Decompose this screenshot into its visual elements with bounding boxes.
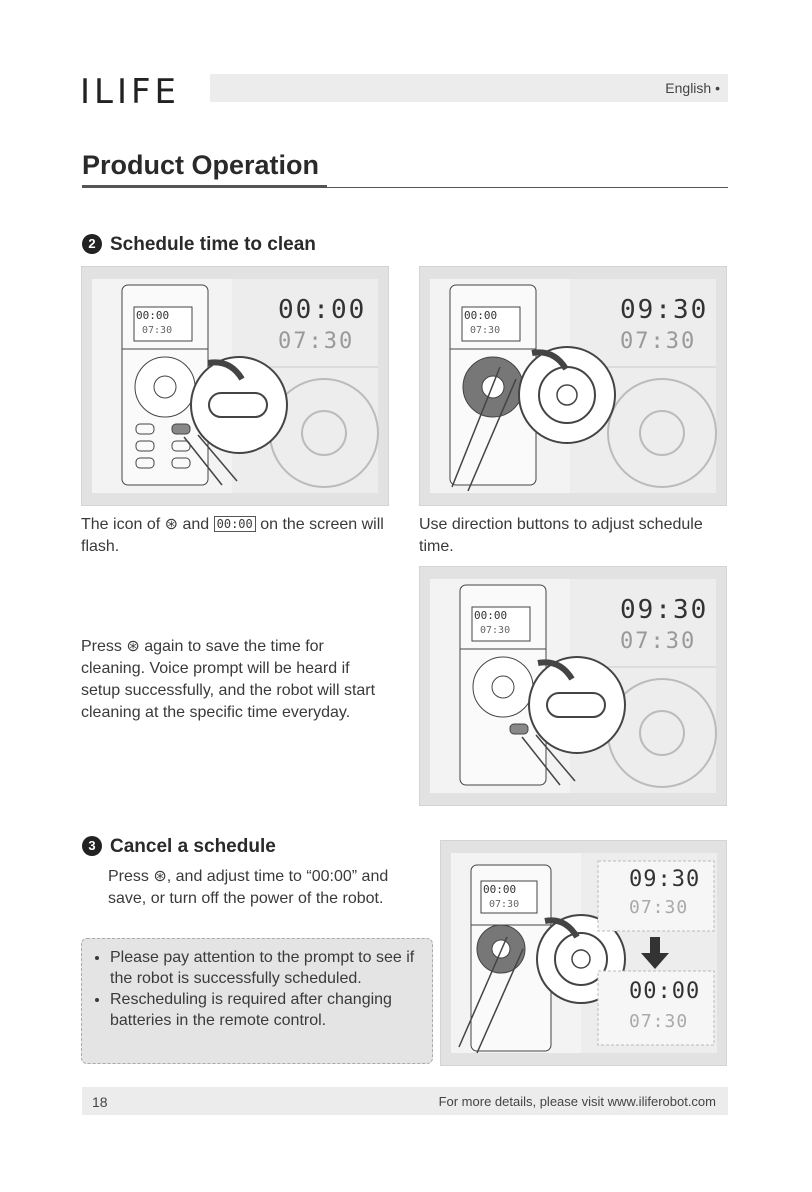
large-display-time: 00:00: [278, 295, 367, 325]
section-title: Cancel a schedule: [110, 836, 276, 857]
illustration-panel-4: [440, 840, 727, 1066]
remote-screen-time: 00:00: [464, 309, 498, 322]
section-2-heading: [82, 234, 316, 256]
display-before-time: 09:30: [629, 867, 701, 892]
large-display-time: 09:30: [620, 295, 709, 325]
large-display-clock: 07:30: [620, 629, 697, 654]
page-number: 18: [92, 1094, 108, 1110]
caption-text: again to save the time for cleaning. Voice prompt will be heard if setup successfully, and the robot will start cleaning at the specific time everyday.: [81, 638, 376, 721]
display-before-clock: 07:30: [629, 897, 689, 918]
display-after-clock: 07:30: [629, 1011, 689, 1032]
remote-screen-clock: 07:30: [470, 325, 501, 336]
caption-flash: [81, 514, 401, 558]
caption-text: on the screen will flash.: [81, 516, 384, 555]
remote-screen-clock: 07:30: [489, 899, 520, 910]
illustration-panel-2: [419, 266, 727, 506]
display-after-time: 00:00: [629, 979, 701, 1004]
remote-screen-time: 00:00: [483, 883, 517, 896]
caption-text: Press: [81, 638, 122, 655]
section-number: 3: [82, 836, 102, 856]
section-number: 2: [82, 234, 102, 254]
caption-text: and: [182, 516, 210, 533]
language-label[interactable]: English •: [665, 80, 720, 96]
time-glyph: 00:00: [214, 516, 256, 532]
remote-screen-clock: 07:30: [142, 325, 173, 336]
note-list: [82, 947, 432, 1031]
remote-screen-time: 00:00: [136, 309, 170, 322]
footer-bar: [82, 1087, 728, 1115]
language-bar: [210, 74, 728, 102]
section-title: Schedule time to clean: [110, 234, 316, 255]
caption-text: Press: [108, 868, 149, 885]
section-3-heading: [82, 836, 276, 858]
caption-text: The icon of: [81, 516, 161, 533]
illustration-panel-1: [81, 266, 389, 506]
note-box: [81, 938, 433, 1064]
note-item: • Rescheduling is required after changing batteries in the remote control.: [110, 989, 432, 1031]
large-display-clock: 07:30: [620, 329, 697, 354]
illustration-panel-3: [419, 566, 727, 806]
schedule-icon: ⊛: [153, 868, 167, 885]
remote-screen-time: 00:00: [474, 609, 508, 622]
cancel-instructions: [108, 866, 428, 910]
caption-text: , and adjust time to “00:00” and save, or turn off the power of the robot.: [108, 868, 389, 907]
page-title: Product Operation: [82, 150, 320, 180]
title-underline: [82, 185, 327, 188]
ilife-logo: ILIFE: [80, 72, 181, 112]
remote-screen-clock: 07:30: [480, 625, 511, 636]
note-item: • Please pay attention to the prompt to see if the robot is successfully scheduled.: [110, 947, 432, 989]
footer-link-text[interactable]: For more details, please visit www.iliferobot.com: [438, 1094, 716, 1109]
large-display-clock: 07:30: [278, 329, 355, 354]
large-display-time: 09:30: [620, 595, 709, 625]
caption-save: [81, 636, 391, 724]
caption-adjust: Use direction buttons to adjust schedule time.: [419, 516, 703, 555]
schedule-icon: ⊛: [164, 516, 179, 533]
schedule-icon: ⊛: [126, 638, 140, 655]
